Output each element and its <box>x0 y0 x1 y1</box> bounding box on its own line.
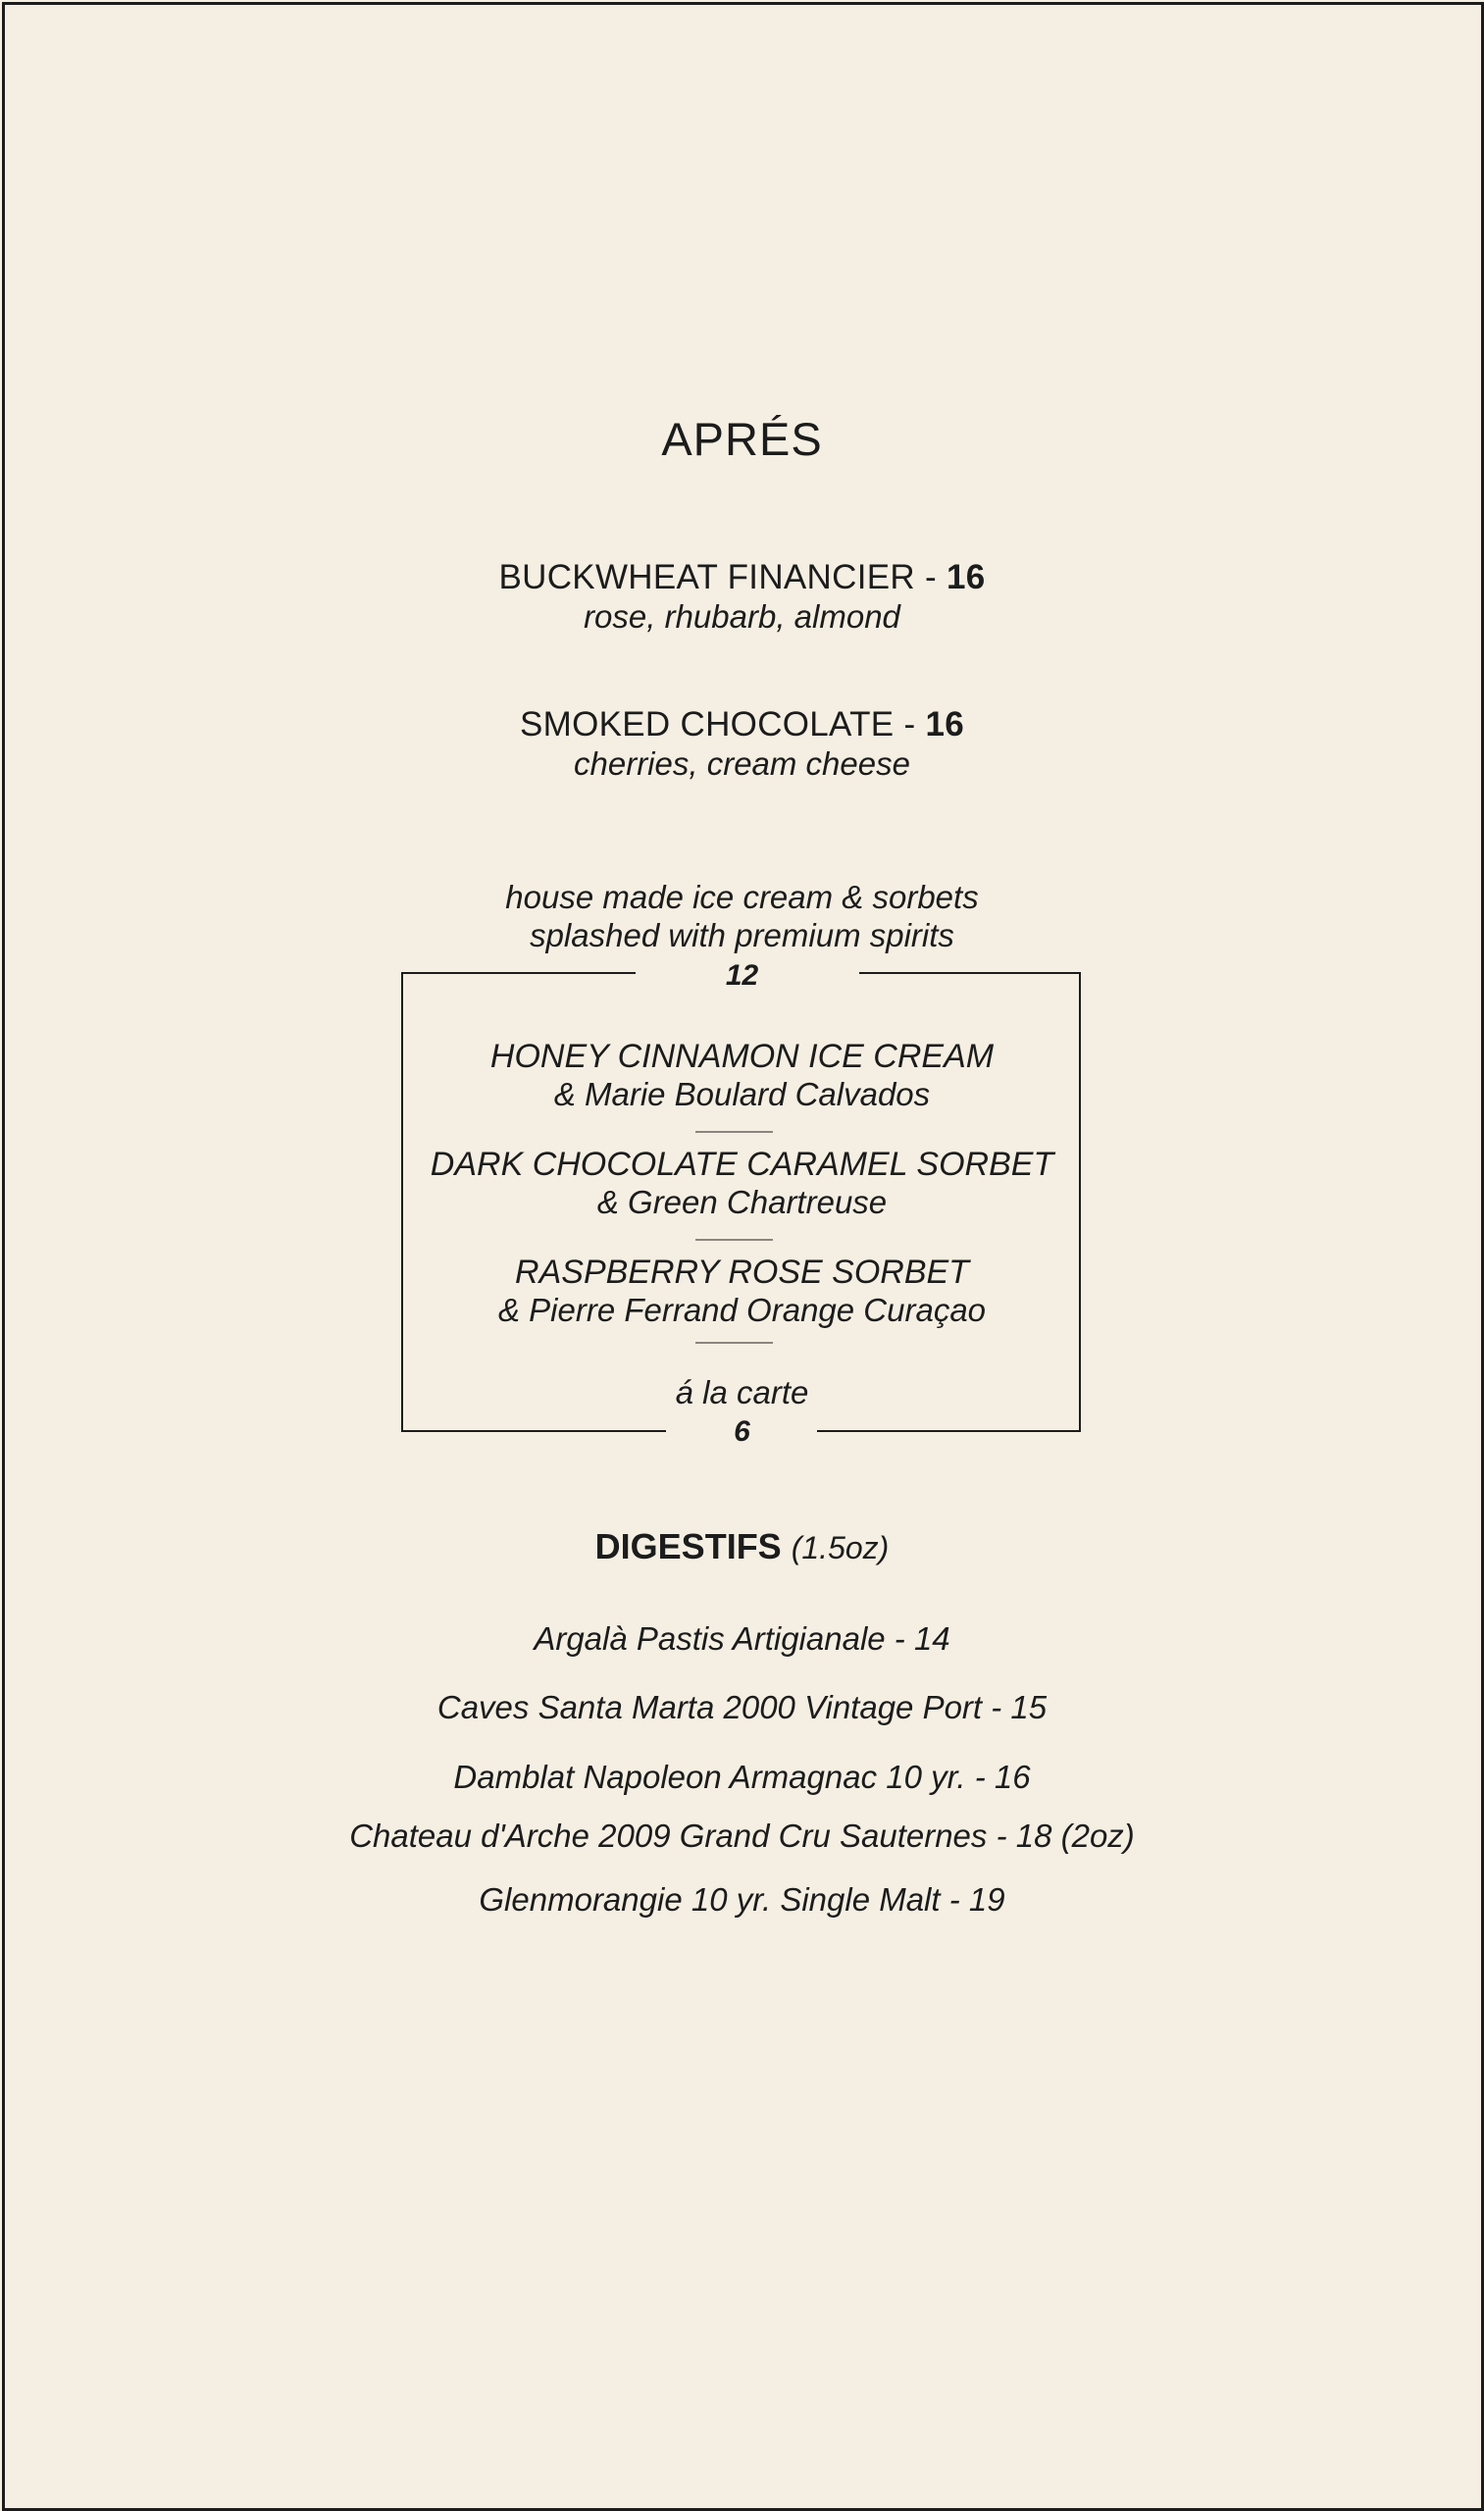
item-divider <box>695 1342 773 1344</box>
ice-cream-item-name: RASPBERRY ROSE SORBET <box>515 1254 969 1291</box>
ice-cream-intro-line1: house made ice cream & sorbets <box>505 879 979 915</box>
dish-description: cherries, cream cheese <box>574 745 910 782</box>
digestif-item: Argalà Pastis Artigianale - 14 <box>534 1620 950 1657</box>
a-la-carte-label: á la carte <box>675 1374 809 1410</box>
dish-name: SMOKED CHOCOLATE <box>520 705 895 743</box>
digestif-item: Glenmorangie 10 yr. Single Malt - 19 <box>479 1881 1005 1918</box>
dish-price: 16 <box>946 558 986 596</box>
dish-item: SMOKED CHOCOLATE - 16 <box>520 705 964 743</box>
ice-cream-item-pairing: & Marie Boulard Calvados <box>553 1076 931 1112</box>
digestif-item: Caves Santa Marta 2000 Vintage Port - 15 <box>436 1689 1048 1725</box>
frame-top-left <box>401 972 636 974</box>
dish-name: BUCKWHEAT FINANCIER <box>498 558 915 596</box>
digestif-item: Chateau d'Arche 2009 Grand Cru Sauternes - 18 (2oz) <box>349 1818 1135 1854</box>
dish-description: rose, rhubarb, almond <box>584 598 900 635</box>
dish-price: 16 <box>925 705 964 743</box>
a-la-carte-price: 6 <box>734 1415 750 1448</box>
menu-title: APRÉS <box>661 413 823 465</box>
ice-cream-item-name: DARK CHOCOLATE CARAMEL SORBET <box>430 1146 1054 1183</box>
ice-cream-item-pairing: & Green Chartreuse <box>596 1184 888 1220</box>
item-divider <box>695 1239 773 1241</box>
ice-cream-item-name: HONEY CINNAMON ICE CREAM <box>489 1038 995 1075</box>
digestifs-title: DIGESTIFS <box>594 1526 782 1566</box>
ice-cream-price: 12 <box>725 959 759 992</box>
item-divider <box>695 1131 773 1133</box>
ice-cream-item-pairing: & Pierre Ferrand Orange Curaçao <box>497 1292 987 1328</box>
digestif-item: Damblat Napoleon Armagnac 10 yr. - 16 <box>453 1759 1031 1795</box>
ice-cream-intro-line2: splashed with premium spirits <box>530 917 954 953</box>
digestifs-heading <box>0 1526 1484 1567</box>
digestifs-unit: (1.5oz) <box>791 1530 890 1565</box>
dish-item: BUCKWHEAT FINANCIER - 16 <box>498 558 986 596</box>
frame-top-right <box>859 972 1081 974</box>
